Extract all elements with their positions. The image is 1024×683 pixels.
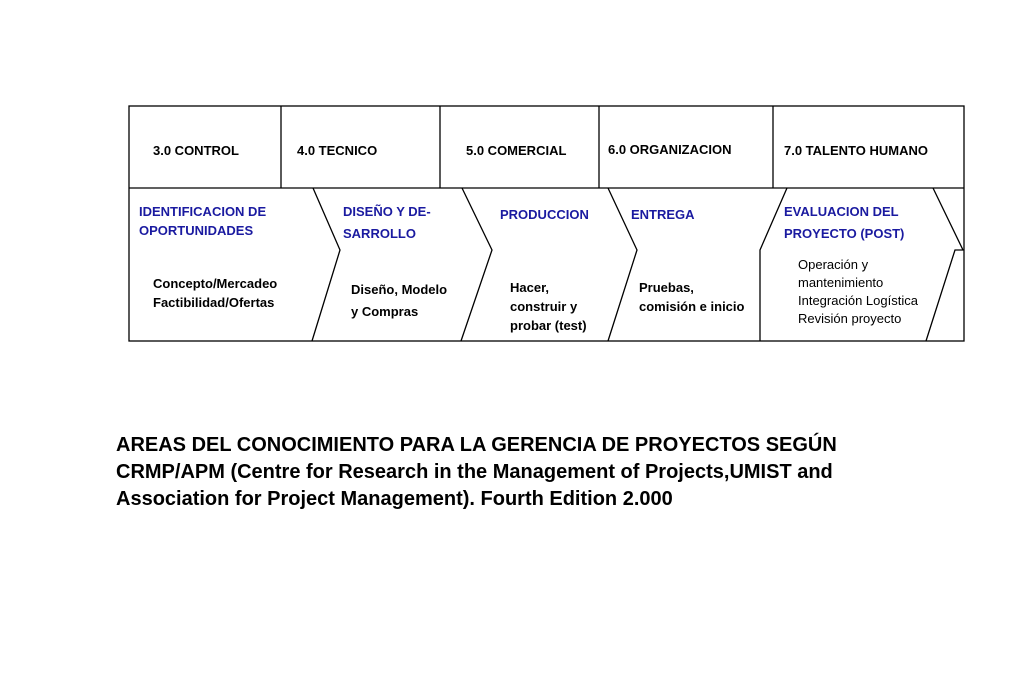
activity-entrega-line-2: comisión e inicio [639, 299, 745, 314]
activity-evaluacion [798, 256, 918, 328]
phase-evaluacion-line-2: PROYECTO (POST) [784, 226, 905, 241]
phase-entrega-line-1: ENTREGA [631, 207, 695, 222]
activity-produccion-line-1: Hacer, [510, 280, 550, 295]
phase-identificacion [139, 202, 266, 240]
phase-evaluacion-line-1: EVALUACION DEL [784, 204, 899, 219]
phase-produccion [500, 205, 589, 224]
activity-produccion [510, 278, 587, 335]
phase-chevron-2 [461, 188, 492, 341]
activity-evaluacion-line-1: Operación y [798, 257, 869, 272]
activity-entrega [639, 278, 744, 316]
activity-entrega-line-1: Pruebas, [639, 280, 694, 295]
phase-chevron-5 [926, 188, 963, 341]
phase-evaluacion [784, 201, 904, 245]
phase-chevron-1 [312, 188, 340, 341]
activity-evaluacion-line-3: Integración Logística [798, 293, 918, 308]
activity-evaluacion-line-4: Revisión proyecto [798, 311, 902, 326]
caption-line-2: CRMP/APM (Centre for Research in the Management of Projects,UMIST and [116, 461, 833, 483]
activity-diseno [351, 279, 447, 323]
phase-produccion-line-1: PRODUCCION [500, 207, 589, 222]
area-control: 3.0 CONTROL [153, 143, 239, 158]
area-talento-humano: 7.0 TALENTO HUMANO [784, 143, 928, 158]
phase-diseno [343, 201, 431, 245]
phase-entrega [631, 205, 695, 224]
area-tecnico: 4.0 TECNICO [297, 143, 378, 158]
diagram-caption [116, 432, 996, 513]
activity-produccion-line-3: probar (test) [510, 318, 587, 333]
activity-produccion-line-2: construir y [510, 299, 578, 314]
phase-diseno-line-2: SARROLLO [343, 226, 416, 241]
phase-identificacion-line-1: IDENTIFICACION DE [139, 204, 267, 219]
area-organizacion: 6.0 ORGANIZACION [608, 142, 732, 157]
phase-diseno-line-1: DISEÑO Y DE- [343, 204, 431, 219]
area-comercial: 5.0 COMERCIAL [466, 143, 567, 158]
activity-identificacion-line-1: Concepto/Mercadeo [153, 276, 278, 291]
activity-diseno-line-2: y Compras [351, 304, 419, 319]
phase-identificacion-line-2: OPORTUNIDADES [139, 223, 254, 238]
activity-identificacion [153, 274, 277, 312]
activity-diseno-line-1: Diseño, Modelo [351, 282, 448, 297]
activity-evaluacion-line-2: mantenimiento [798, 275, 884, 290]
phase-chevron-4 [760, 188, 787, 341]
caption-line-3: Association for Project Management). Fourth Edition 2.000 [116, 488, 673, 510]
caption-line-1: AREAS DEL CONOCIMIENTO PARA LA GERENCIA DE PROYECTOS SEGÚN [116, 434, 837, 456]
activity-identificacion-line-2: Factibilidad/Ofertas [153, 295, 275, 310]
